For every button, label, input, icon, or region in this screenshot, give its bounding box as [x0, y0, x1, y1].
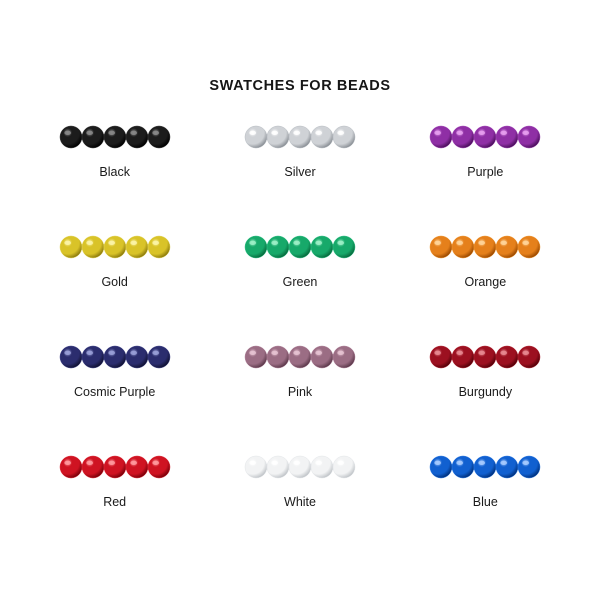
swatch-label: Silver [284, 165, 316, 179]
swatch-label: Burgundy [458, 385, 513, 399]
swatch-label: Orange [464, 275, 507, 289]
bead-chain-icon [428, 340, 542, 374]
swatch-label: Blue [472, 495, 498, 509]
swatch-label: Purple [467, 165, 504, 179]
bead-chain-icon [428, 120, 542, 154]
swatch-label: Cosmic Purple [74, 385, 156, 399]
bead-chain-icon [243, 340, 357, 374]
bead-chain-icon [58, 120, 172, 154]
swatch-label: Gold [101, 275, 128, 289]
swatch-grid [22, 120, 578, 560]
bead-chain-icon [243, 230, 357, 264]
swatch-item[interactable] [393, 450, 578, 560]
swatch-item[interactable] [22, 120, 207, 230]
bead-chain-icon [243, 450, 357, 484]
swatch-item[interactable] [207, 450, 392, 560]
bead-chain-icon [58, 340, 172, 374]
swatch-label: Green [282, 275, 318, 289]
swatch-item[interactable] [393, 120, 578, 230]
swatch-item[interactable] [393, 230, 578, 340]
page-title: SWATCHES FOR BEADS [209, 78, 391, 94]
bead-chain-icon [58, 230, 172, 264]
bead-chain-icon [243, 120, 357, 154]
swatch-item[interactable] [22, 340, 207, 450]
swatch-label: White [284, 495, 316, 509]
swatch-label: Pink [287, 385, 313, 399]
swatch-item[interactable] [22, 230, 207, 340]
bead-chain-icon [428, 450, 542, 484]
swatch-item[interactable] [207, 340, 392, 450]
swatch-item[interactable] [22, 450, 207, 560]
swatch-item[interactable] [207, 230, 392, 340]
swatch-item[interactable] [393, 340, 578, 450]
swatch-label: Red [103, 495, 127, 509]
bead-chain-icon [428, 230, 542, 264]
bead-chain-icon [58, 450, 172, 484]
swatch-item[interactable] [207, 120, 392, 230]
swatch-label: Black [99, 165, 130, 179]
